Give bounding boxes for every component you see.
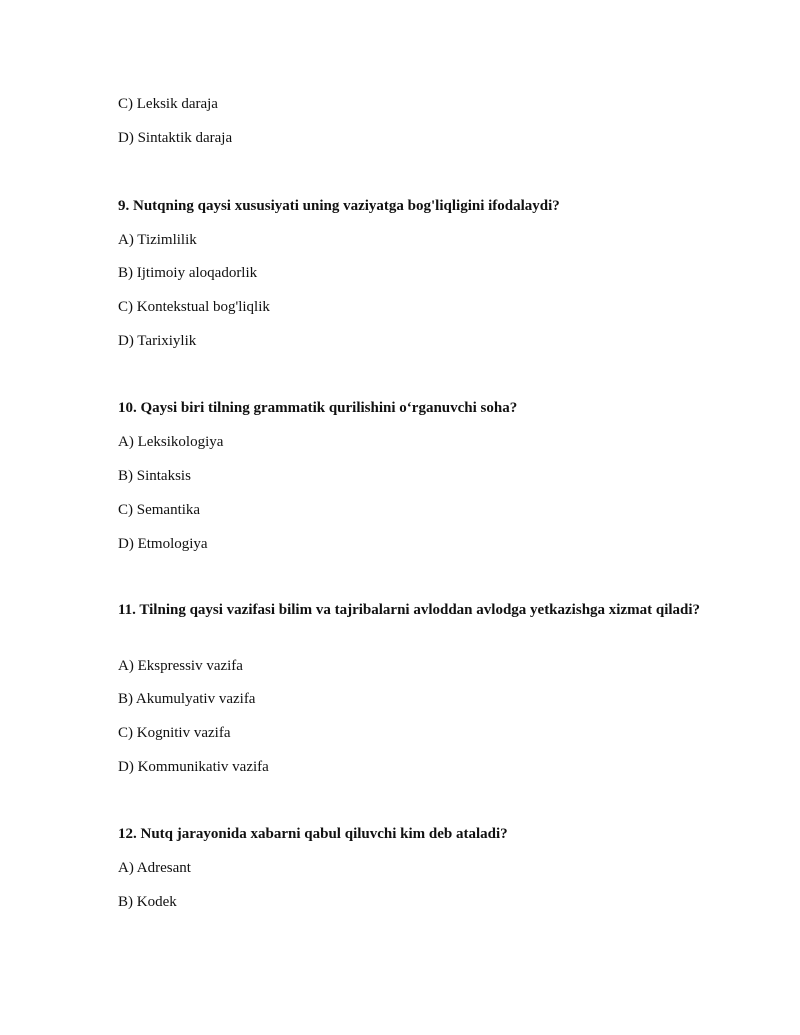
option-d: D) Sintaktik daraja <box>118 130 233 146</box>
question-9: 9. Nutqning qaysi xususiyati uning vaziyatga bog'liqligini ifodalaydi? <box>118 198 560 214</box>
question-11: 11. Tilning qaysi vazifasi bilim va tajribalarni avloddan avlodga yetkazishga xizmat qiladi? <box>118 602 701 618</box>
option-b: B) Sintaksis <box>118 468 191 484</box>
option-d: D) Etmologiya <box>118 536 208 552</box>
option-c: C) Semantika <box>118 502 201 518</box>
option-b: B) Akumulyativ vazifa <box>118 691 256 707</box>
option-b: B) Ijtimoiy aloqadorlik <box>118 265 258 281</box>
question-10: 10. Qaysi biri tilning grammatik qurilishini o‘rganuvchi soha? <box>118 400 518 416</box>
option-a: A) Tizimlilik <box>118 232 197 248</box>
option-b: B) Kodek <box>118 894 177 910</box>
option-d: D) Tarixiylik <box>118 333 197 349</box>
option-d: D) Kommunikativ vazifa <box>118 759 269 775</box>
question-12: 12. Nutq jarayonida xabarni qabul qiluvchi kim deb ataladi? <box>118 826 508 842</box>
option-a: A) Ekspressiv vazifa <box>118 658 243 674</box>
option-a: A) Leksikologiya <box>118 434 224 450</box>
option-c: C) Kognitiv vazifa <box>118 725 231 741</box>
option-a: A) Adresant <box>118 860 191 876</box>
option-c: C) Leksik daraja <box>118 96 218 112</box>
option-c: C) Kontekstual bog'liqlik <box>118 299 270 315</box>
